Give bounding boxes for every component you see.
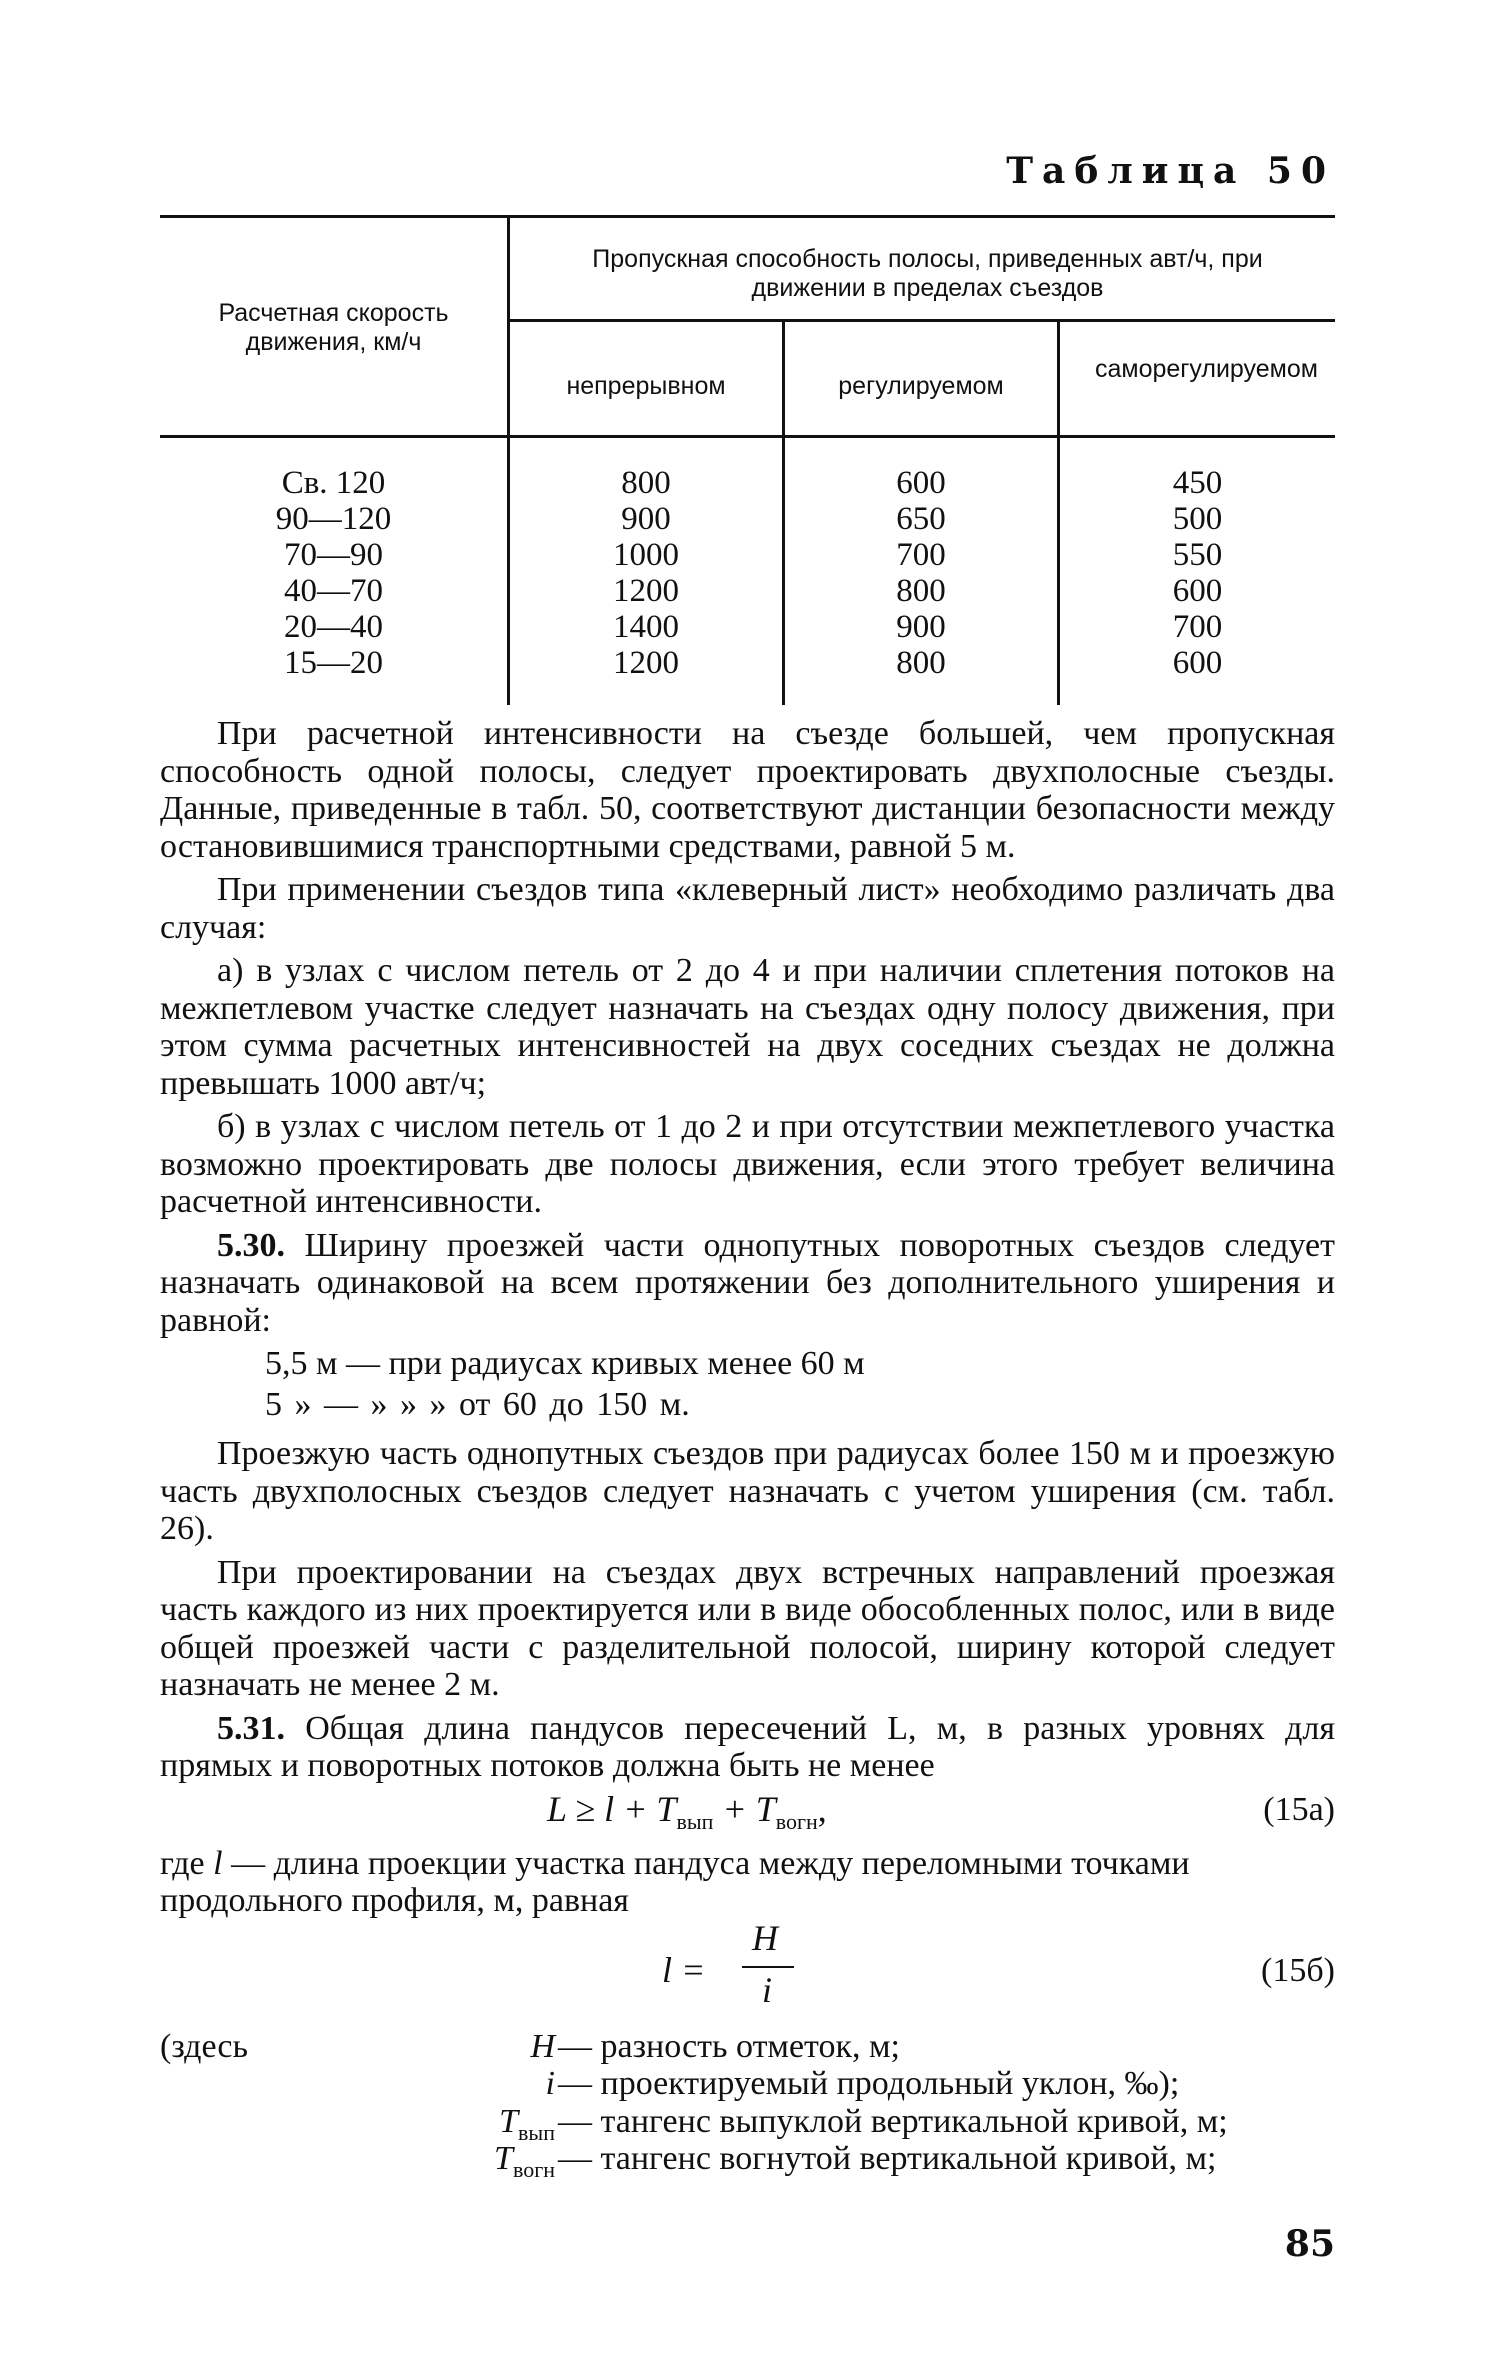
paragraph-text: Ширину проезжей части однопутных поворотных съездов следует назначать одинаковой на всем протяжении без дополнительного уширения и равной: bbox=[160, 1226, 1335, 1339]
paragraph bbox=[160, 1227, 1335, 1340]
cell-regulated: 800 bbox=[896, 645, 946, 681]
header-speed: Расчетная скорость движения, км/ч bbox=[218, 299, 449, 356]
definition-text: — разность отметок, м; bbox=[558, 2027, 900, 2065]
table-header-rule bbox=[160, 435, 1335, 438]
where-lead: где bbox=[160, 1844, 205, 1882]
formula-part: , bbox=[817, 1788, 827, 1829]
definition-text: — проектируемый продольный уклон, ‰); bbox=[558, 2065, 1180, 2102]
formula-part: + T bbox=[713, 1788, 776, 1829]
table-caption: Таблица 50 bbox=[1006, 150, 1335, 192]
cell-self-regulated: 600 bbox=[1172, 573, 1223, 609]
definition-row bbox=[160, 2140, 1335, 2182]
section-number: 5.31. bbox=[217, 1709, 285, 1747]
where-clause bbox=[160, 1845, 1335, 1920]
body-text bbox=[160, 715, 1336, 2182]
cell-speed: 15—20 bbox=[284, 645, 383, 681]
cell-regulated: 650 bbox=[896, 501, 946, 537]
table-subheader-rule bbox=[508, 319, 1335, 322]
definition-row bbox=[160, 2065, 1335, 2103]
column-speeds bbox=[160, 465, 507, 681]
header-regulated: регулируемом bbox=[838, 372, 1004, 400]
cell-regulated: 800 bbox=[896, 573, 946, 609]
cell-speed: 20—40 bbox=[284, 609, 383, 645]
cell-continuous: 900 bbox=[621, 501, 671, 537]
formula-15a bbox=[160, 1788, 1335, 1839]
definition-row bbox=[160, 2028, 1335, 2066]
cell-speed: 70—90 bbox=[284, 537, 383, 573]
paragraph bbox=[160, 1710, 1335, 1785]
definition-text: — тангенс выпуклой вертикальной кривой, м; bbox=[558, 2102, 1228, 2140]
fraction-numerator: H bbox=[752, 1917, 778, 1958]
document-page bbox=[160, 0, 1335, 2362]
subscript: вогн bbox=[512, 2156, 555, 2182]
capacity-table bbox=[160, 215, 1335, 705]
cell-regulated: 700 bbox=[896, 537, 946, 573]
cell-continuous: 1400 bbox=[613, 609, 679, 645]
section-number: 5.30. bbox=[217, 1226, 285, 1264]
cell-self-regulated: 700 bbox=[1172, 609, 1223, 645]
equation-number: (15б) bbox=[1261, 1951, 1335, 1989]
symbol-base: T bbox=[499, 2102, 519, 2140]
formula-15b bbox=[160, 1917, 1335, 2022]
cell-regulated: 900 bbox=[896, 609, 946, 645]
column-regulated bbox=[785, 465, 1057, 681]
subscript: вып bbox=[676, 1808, 714, 1834]
where-text: — длина проекции участка пандуса между переломными точками продольного профиля, м, равная bbox=[160, 1844, 1190, 1919]
column-self-regulated bbox=[1060, 465, 1335, 681]
width-item-2: 5 » — » » » от 60 до 150 м. bbox=[265, 1385, 690, 1423]
fraction-bar bbox=[742, 1966, 794, 1968]
header-self-regulated: саморегулируемом bbox=[1095, 355, 1318, 383]
definition-row bbox=[160, 2102, 1335, 2145]
formula-expression bbox=[547, 1788, 827, 1841]
formula-part: L ≥ l + T bbox=[547, 1788, 677, 1829]
symbol-base: T bbox=[494, 2140, 513, 2177]
cell-regulated: 600 bbox=[896, 465, 946, 501]
table-top-rule bbox=[160, 215, 1335, 218]
definitions bbox=[160, 2027, 1335, 2182]
paragraph: Проезжую часть однопутных съездов при радиусах более 150 м и проезжую часть двухполосных съездов следует назначать с учетом уширения (см. табл. 26). bbox=[160, 1435, 1335, 1547]
cell-self-regulated: 500 bbox=[1172, 501, 1223, 537]
header-capacity: Пропускная способность полосы, приведенных авт/ч, при движении в пределах съездов bbox=[592, 245, 1263, 302]
paragraph-text: Общая длина пандусов пересечений L, м, в разных уровнях для прямых и поворотных потоков должна быть не менее bbox=[160, 1709, 1336, 1784]
fraction-lhs: l = bbox=[662, 1949, 706, 1990]
page-number: 85 bbox=[1284, 2223, 1335, 2265]
cell-continuous: 1200 bbox=[613, 573, 679, 609]
cell-self-regulated: 600 bbox=[1172, 645, 1223, 681]
header-continuous: непрерывном bbox=[566, 372, 726, 400]
cell-self-regulated: 550 bbox=[1172, 537, 1223, 573]
paragraph: б) в узлах с числом петель от 1 до 2 и при отсутствии межпетлевого участка возможно проектировать две полосы движения, если этого требует величина расчетной интенсивности. bbox=[160, 1108, 1335, 1220]
cell-continuous: 1200 bbox=[613, 645, 679, 681]
column-continuous bbox=[510, 465, 782, 681]
equation-number: (15а) bbox=[1263, 1790, 1335, 1828]
definition-symbol: H bbox=[530, 2027, 555, 2065]
subscript: вып bbox=[518, 2119, 555, 2145]
width-item-1: 5,5 м — при радиусах кривых менее 60 м bbox=[265, 1345, 865, 1382]
cell-continuous: 800 bbox=[621, 465, 671, 501]
definition-symbol bbox=[494, 2140, 555, 2188]
cell-self-regulated: 450 bbox=[1172, 465, 1223, 501]
paragraph: При применении съездов типа «клеверный лист» необходимо различать два случая: bbox=[160, 871, 1335, 946]
cell-speed: 40—70 bbox=[284, 573, 383, 609]
paragraph: При проектировании на съездах двух встречных направлений проезжая часть каждого из них проектируется или в виде обособленных полос, или в виде общей проезжей части с разделительной полосой, ширину которой следует назначать не менее 2 м. bbox=[160, 1553, 1335, 1703]
paragraph: При расчетной интенсивности на съезде большей, чем пропускная способность одной полосы, следует проектировать двухполосные съезды. Данные, приведенные в табл. 50, соответствуют дистанции безопасности между остановившимися транспортными средствами, равной 5 м. bbox=[160, 715, 1335, 865]
cell-continuous: 1000 bbox=[613, 537, 679, 573]
definition-symbol: i bbox=[545, 2065, 555, 2102]
fraction-denominator: i bbox=[762, 1969, 773, 2010]
paragraph: а) в узлах с числом петель от 2 до 4 и при наличии сплетения потоков на межпетлевом участке следует назначать на съездах одну полосу движения, при этом сумма расчетных интенсивностей на двух соседних съездах не должна превышать 1000 авт/ч; bbox=[160, 952, 1335, 1102]
cell-speed: 90—120 bbox=[275, 501, 392, 537]
definitions-label: (здесь bbox=[160, 2027, 248, 2065]
definition-text: — тангенс вогнутой вертикальной кривой, м; bbox=[558, 2140, 1217, 2177]
cell-speed: Св. 120 bbox=[281, 465, 386, 501]
where-symbol: l bbox=[213, 1844, 223, 1882]
subscript: вогн bbox=[775, 1808, 818, 1834]
